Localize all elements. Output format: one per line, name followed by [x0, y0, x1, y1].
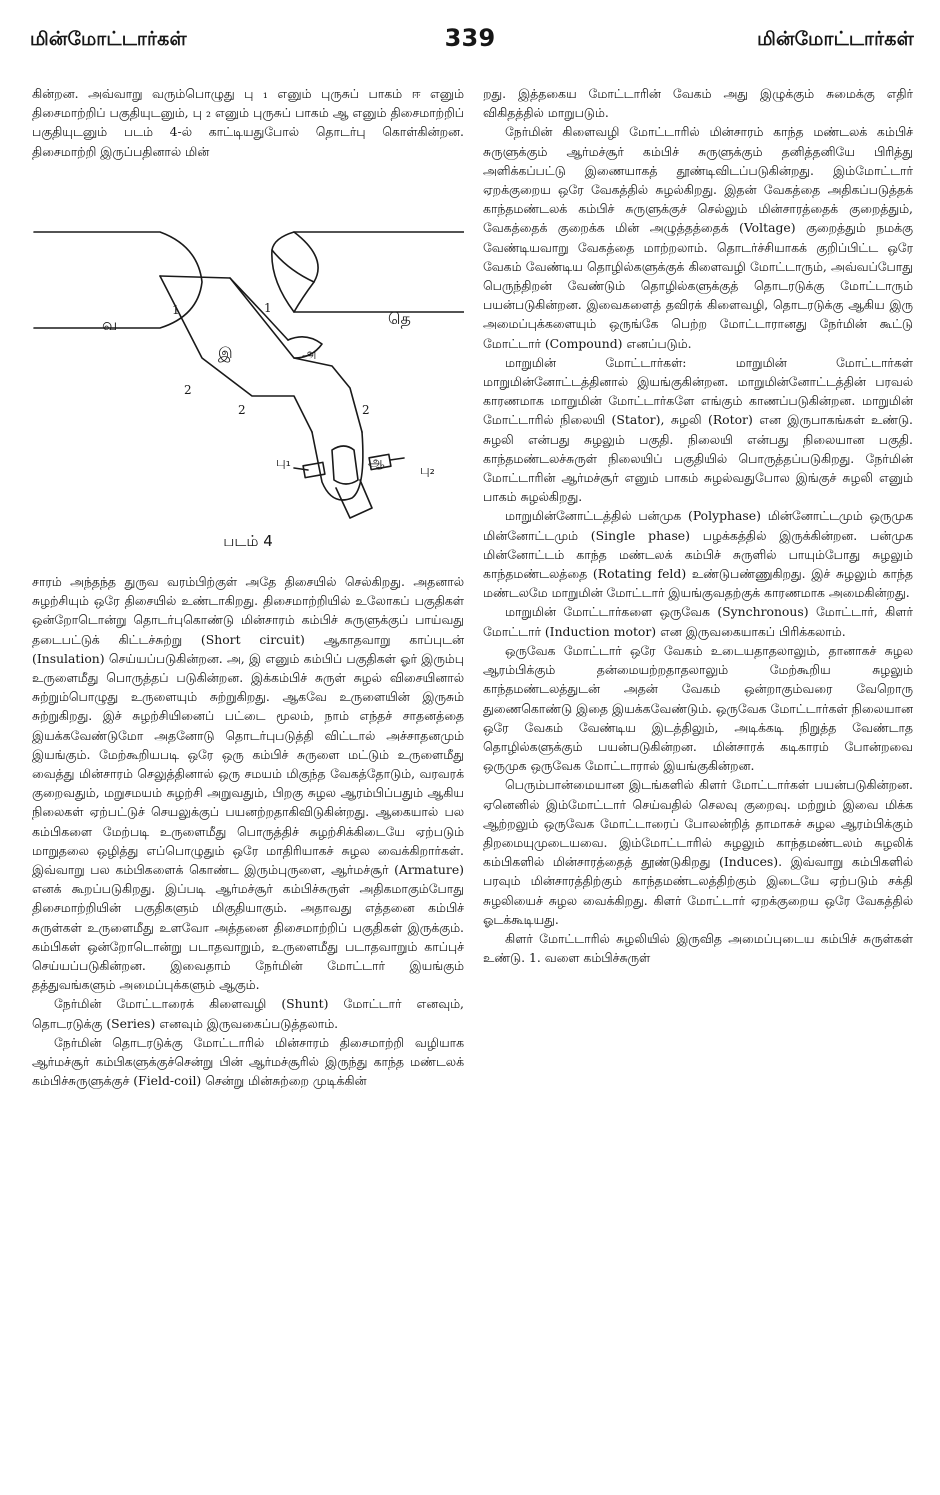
paragraph: கிளர் மோட்டாரில் சுழலியில் இருவித அமைப்புடைய கம்பிச் சுருள்கள் உண்டு. 1. வளை கம்பிச்சுருள் — [483, 930, 913, 966]
paragraph: நேர்மின் கிளைவழி மோட்டாரில் மின்சாரம் காந்த மண்டலக் கம்பிச் சுருளுக்கும் ஆர்மச்சூர் கம்பிச் சுருளுக்கும் தனித்தனியே பிரித்து அளிக்கப்பட்டு இணையாகத் தூண்டிவிடப்படுகின்றது. இம்மோட்டார் ஏறக்குறைய ஒரே வேகத்தில் சுழல்கிறது. இதன் வேகத்தை அதிகப்படுத்தக் காந்தமண்டலக் கம்பிச் சுருளுக்குச் செல்லும் மின்சாரத்தைக் குறைத்தும், வேகத்தைக் குறைக்க மின் அழுத்தத்தைக் (Voltage) குறைத்தும் நமக்கு வேண்டியவாறு வேகத்தை மாற்றலாம். தொடர்ச்சியாகக் குறிப்பிட்ட ஒரே வேகம் வேண்டிய தொழில்களுக்குக் கிளைவழி மோட்டாரும், அவ்வப்போது பெருந்திறன் வேண்டும் தொழில்களுக்குத் தொடரடுக்கு மோட்டாரும் பயன்படுகின்றன. இவைகளைத் தவிரக் கிளைவழி, தொடரடுக்கு ஆகிய இரு அமைப்புக்களையும் ஒருங்கே பெற்ற மோட்டாரானது நேர்மின் கூட்டு மோட்டார் (Compound) எனப்படும். — [483, 124, 913, 351]
brush-label-pu2: பு₂ — [420, 463, 435, 478]
segment-label-2c: 2 — [362, 403, 370, 417]
motor-diagram-figure — [32, 218, 464, 530]
segment-label-2a: 2 — [184, 383, 192, 397]
figure-caption: படம் 4 — [223, 532, 273, 550]
paragraph: நேர்மின் தொடரடுக்கு மோட்டாரில் மின்சாரம் திசைமாற்றி வழியாக ஆர்மச்சூர் கம்பிகளுக்குச்சென்று பின் ஆர்மச்சூரில் இருந்து காந்த மண்டலக் கம்பிச்சுருளுக்குச் (Field-coil) சென்று மின்சுற்றை முடிக்கின் — [32, 1034, 464, 1089]
coil-label-a: அ — [302, 347, 317, 362]
coil-label-i: இ — [218, 344, 233, 362]
segment-label-2b: 2 — [238, 403, 246, 417]
paragraph: பெரும்பான்மையான இடங்களில் கிளர் மோட்டார்கள் பயன்படுகின்றன. ஏனெனில் இம்மோட்டார் செய்வதில் செலவு குறைவு. மற்றும் இவை மிக்க ஆற்றலும் ஒருவேக மோட்டாரைப் போலன்றித் தாமாகச் சுழல ஆரம்பிக்கும் திறமையுமுடையவை. இம்மோட்டாரில் சுழலும் காந்தமண்டலம் சுழலிக் கம்பிகளில் மின்சாரத்தைத் தூண்டுகிறது (Induces). இவ்வாறு கம்பிகளில் பரவும் மின்சாரத்திற்கும் காந்தமண்டலத்திற்கும் இடையே ஏற்படும் சக்தி சுழலியைச் சுழல வைக்கிறது. கிளர் மோட்டார் ஏறக்குறைய ஒரே வேகத்தில் ஓடக்கூடியது. — [483, 777, 913, 927]
page-number: 339 — [444, 24, 496, 52]
brush-label-pu1: பு₁ — [276, 455, 291, 470]
right-column — [483, 84, 913, 967]
paragraph: மாறுமின் மோட்டார்கள்: மாறுமின் மோட்டார்கள் மாறுமின்னோட்டத்தினால் இயங்குகின்றன. மாறுமின்னோட்டத்தின் பரவல் காரணமாக மாறுமின் மோட்டார்களே எங்கும் காணப்படுகின்றன. மாறுமின் மோட்டாரில் நிலையி (Stator), சுழலி (Rotor) என இருபாகங்கள் உண்டு. சுழலி என்பது சுழலும் பகுதி. நிலையி என்பது நிலையான பகுதி. காந்தமண்டலச்சுருள் நிலையிப் பகுதியில் பொருத்தப்படுகிறது. நேர்மின் மோட்டாரின் ஆர்மச்சூர் எனும் பாகம் சுழல்வதுபோல இங்குச் சுழலி எனும் பாகம் சுழல்கிறது. — [483, 354, 913, 505]
left-column-top — [32, 84, 464, 161]
running-header-left: மின்மோட்டார்கள் — [30, 28, 187, 50]
paragraph: ஒருவேக மோட்டார் ஒரே வேகம் உடையதாதலாலும், தானாகச் சுழல ஆரம்பிக்கும் தன்மையற்றதாதலாலும் மேற்கூறிய சுழலும் காந்தமண்டலத்துடன் அதன் வேகம் ஒன்றாகும்வரை வேறொரு துணைகொண்டு இதை இயக்கவேண்டும். ஒருவேக மோட்டார்கள் நிலையான ஒரே வேகம் வேண்டிய இடத்திலும், அடிக்கடி நிறுத்த வேண்டாத தொழில்களுக்கும் பயன்படுகின்றன. மின்சாரக் கடிகாரம் போன்றவை ஒருமுக ஒருவேக மோட்டாரால் இயங்குகின்றன. — [483, 642, 913, 774]
left-column-bottom — [32, 572, 464, 1090]
armature-coil — [160, 276, 362, 432]
paragraph: மாறுமின் மோட்டார்களை ஒருவேக (Synchronous) மோட்டார், கிளர் மோட்டார் (Induction motor) என இருவகையாகப் பிரிக்கலாம். — [483, 604, 913, 639]
south-pole-right — [272, 232, 464, 312]
pole-label-the: தெ — [388, 309, 411, 328]
paragraph: நேர்மின் மோட்டாரைக் கிளைவழி (Shunt) மோட்டார் எனவும், தொடரடுக்கு (Series) எனவும் இருவகைப்படுத்தலாம். — [32, 996, 464, 1031]
paragraph: கின்றன. அவ்வாறு வரும்பொழுது பு ₁ எனும் புருசுப் பாகம் ஈ எனும் திசைமாற்றிப் பகுதியுடனும், பு ₂ எனும் புருசுப் பாகம் ஆ எனும் திசைமாற்றிப் பகுதியுடனும் படம் 4-ல் காட்டியதுபோல் தொடர்பு கொள்கின்றன. திசைமாற்றி இருப்பதினால் மின் — [32, 86, 464, 159]
paragraph: றது. இத்தகைய மோட்டாரின் வேகம் அது இழுக்கும் சுமைக்கு எதிர் விகிதத்தில் மாறுபடும். — [483, 86, 913, 121]
paragraph: மாறுமின்னோட்டத்தில் பன்முக (Polyphase) மின்னோட்டமும் ஒருமுக மின்னோட்டமும் (Single phase) பழக்கத்தில் இருக்கின்றன. பன்முக மின்னோட்டம் காந்த மண்டலக் கம்பிச் சுருளில் பாயும்போது சுழலும் காந்தமண்டலத்தை (Rotating feld) உண்டுபண்ணுகிறது. இச் சுழலும் காந்த மண்டலமே மாறுமின் மோட்டார் இயங்குவதற்குக் காரணமாக அமைகின்றது. — [483, 508, 913, 601]
running-header-right: மின்மோட்டார்கள் — [757, 28, 914, 50]
segment-label-1b: 1 — [264, 301, 272, 315]
paragraph: சாரம் அந்தந்த துருவ வரம்பிற்குள் அதே திசையில் செல்கிறது. அதனால் சுழற்சியும் ஒரே திசையில் உண்டாகிறது. திசைமாற்றியில் உலோகப் பகுதிகள் ஒன்றோடொன்று தொடர்புகொண்டு மின்சாரம் கம்பிச் சுருளுக்குப் பாய்வது தடைபட்டுக் கிட்டச்சுற்று (Short circuit) ஆகாதவாறு காப்புடன் (Insulation) செய்யப்படுகின்றன. அ, இ எனும் கம்பிப் பகுதிகள் ஓர் இரும்பு உருளைமீது பொருத்தப் படுகின்றன. இக்கம்பிச் சுருள் சுழல் விசையினால் சுற்றும்பொழுது உருளையும் சுற்றுகிறது. ஆகவே உருளையின் இருசும் சுற்றுகிறது. இச் சுழற்சியினைப் பட்டை மூலம், நாம் எந்தச் சாதனத்தை இயக்கவேண்டுமோ அதனோடு தொடர்புபடுத்தி விட்டால் அச்சாதனமும் இயங்கும். மேற்கூறியபடி ஒரே ஒரு கம்பிச் சுருளை மட்டும் உருளைமீது வைத்து மின்சாரம் செலுத்தினால் ஒரு சமயம் மிகுந்த வேகத்தோடும், வரவரக் குறைவதும், மறுசமயம் சுழற்சி அறுவதும், பிறகு சுழல ஆரம்பிப்பதும் ஆகிய நிலைகள் ஏற்பட்டுச் செயலுக்குப் பயனற்றதாகிவிடுகின்றது. ஆகையால் பல கம்பிகளை மேற்படி உருளைமீது பொருத்திச் சுழற்சிக்கிடையே ஏற்படும் மாறுதலை ஒழித்து எப்பொழுதும் ஒரே மாதிரியாகச் சுழல வைக்கிறார்கள். இவ்வாறு பல கம்பிகளைக் கொண்ட இரும்புருளை, ஆர்மச்சூர் (Armature) எனக் கூறப்படுகிறது. இப்படி ஆர்மச்சூர் கம்பிச்சுருள் அதிகமாகும்போது திசைமாற்றியின் பகுதிகளும் மிகுதியாகும். அதாவது எத்தனை கம்பிச் சுருள்கள் உருளைமீது உளவோ அத்தனை திசைமாற்றிப் பகுதிகள் இருக்கும். கம்பிகள் ஒன்றோடொன்று படாதவாறும், உருளைமீது படாதவாறும் காப்புச் செய்யப்படுகின்றன. இவைதாம் நேர்மின் மோட்டார் இயங்கும் தத்துவங்களும் அமைப்புக்களும் ஆகும். — [32, 574, 464, 993]
pole-label-va: வ — [102, 315, 118, 334]
segment-label-1a: 1 — [172, 303, 180, 317]
commutator-label-aa: ஆ — [368, 455, 385, 470]
